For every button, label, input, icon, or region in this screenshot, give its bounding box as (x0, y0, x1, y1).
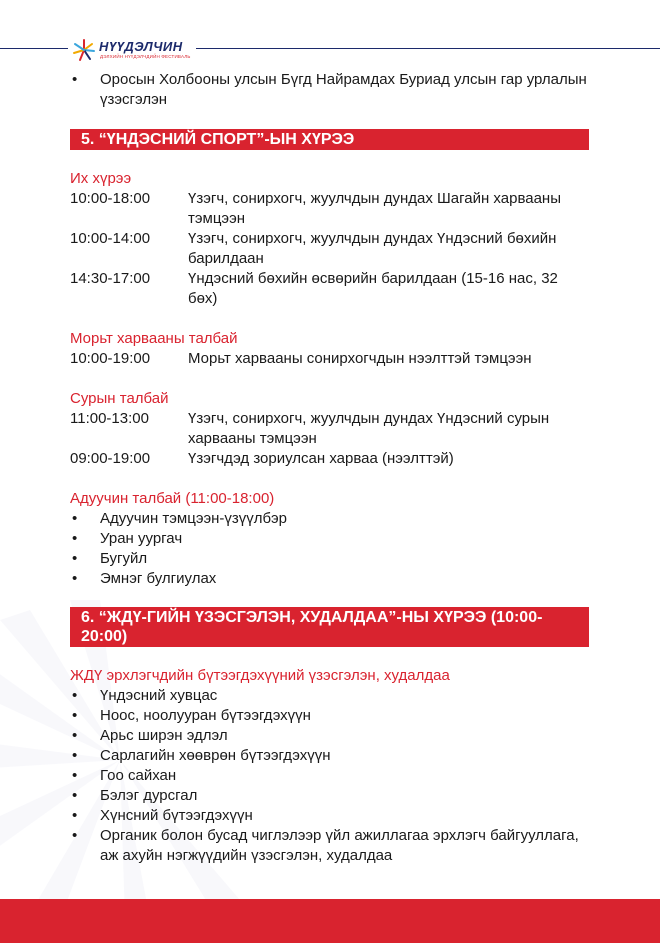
logo-mark-icon (72, 38, 96, 62)
logo-text: НҮҮДЭЛЧИН (99, 39, 183, 54)
list-item: • Уран уургач (70, 529, 590, 549)
section-5-heading: 5. “ҮНДЭСНИЙ СПОРТ”-ЫН ХҮРЭЭ (70, 129, 589, 150)
schedule-text: Морьт харвааны сонирхогчдын нээлттэй тэмцээн (188, 350, 532, 367)
document-body (70, 70, 590, 866)
section-6-heading: 6. “ЖДҮ-ГИЙН ҮЗЭСГЭЛЭН, ХУДАЛДАА”-НЫ ХҮРЭЭ (10:00-20:00) (70, 607, 589, 647)
list-item: • Гоо сайхан (70, 766, 590, 786)
schedule-text: Үзэгч, сонирхогч, жуулчдын дундах Үндэсний сурын харвааны тэмцээн (188, 410, 550, 447)
schedule-row (70, 349, 590, 369)
list-item: • Сарлагийн хөөврөн бүтээгдэхүүн (70, 746, 590, 766)
schedule-time: 10:00-14:00 (70, 230, 151, 247)
schedule-time: 10:00-18:00 (70, 190, 151, 207)
list-item: • Хүнсний бүтээгдэхүүн (70, 806, 590, 826)
list-item: • Бэлэг дурсгал (70, 786, 590, 806)
logo (72, 38, 196, 62)
list-item: • Эмнэг булгиулах (70, 569, 590, 589)
schedule-time: 14:30-17:00 (70, 270, 151, 287)
schedule-time: 10:00-19:00 (70, 350, 151, 367)
group-title-ikh-khuree: Их хүрээ (70, 170, 132, 187)
group-title-sme-exhibition: ЖДҮ эрхлэгчдийн бүтээгдэхүүний үзэсгэлэн, худалдаа (70, 667, 450, 684)
schedule-row (70, 409, 590, 449)
schedule-row (70, 449, 590, 469)
group-title-mounted-archery: Морьт харвааны талбай (70, 330, 238, 347)
schedule-row (70, 229, 590, 269)
list-item: • Ноос, ноолууран бүтээгдэхүүн (70, 706, 590, 726)
schedule-row (70, 189, 590, 229)
schedule-time: 11:00-13:00 (70, 410, 149, 427)
list-item: • Үндэсний хувцас (70, 686, 590, 706)
logo-subtitle: ДЭЛХИЙН НҮҮДЭЛЧДИЙН ФЕСТИВАЛЬ (100, 54, 191, 59)
list-item: • Оросын Холбооны улсын Бүгд Найрамдах Буриад улсын гар урлалын үзэсгэлэн (70, 70, 590, 110)
list-item: • Арьс ширэн эдлэл (70, 726, 590, 746)
schedule-time: 09:00-19:00 (70, 450, 151, 467)
schedule-text: Үзэгчдэд зориулсан харваа (нээлттэй) (188, 450, 454, 467)
footer-band (0, 899, 660, 943)
schedule-text: Үзэгч, сонирхогч, жуулчдын дундах Шагайн харвааны тэмцээн (188, 190, 562, 227)
schedule-row (70, 269, 590, 309)
list-item: • Органик болон бусад чиглэлээр үйл ажиллагаа эрхлэгч байгууллага, аж ахуйн нэгжүүдийн үзэсгэлэн, худалдаа (70, 826, 590, 866)
header-rule-left (0, 48, 68, 49)
group-title-archery-field: Сурын талбай (70, 390, 169, 407)
header-rule-right (196, 48, 660, 49)
list-item: • Бугуйл (70, 549, 590, 569)
page-header (0, 38, 660, 60)
list-item: • Адуучин тэмцээн-үзүүлбэр (70, 509, 590, 529)
group-title-horsemen-field: Адуучин талбай (11:00-18:00) (70, 490, 275, 507)
schedule-text: Үндэсний бөхийн өсвөрийн барилдаан (15-16 нас, 32 бөх) (188, 270, 558, 307)
schedule-text: Үзэгч, сонирхогч, жуулчдын дундах Үндэсний бөхийн барилдаан (188, 230, 557, 267)
